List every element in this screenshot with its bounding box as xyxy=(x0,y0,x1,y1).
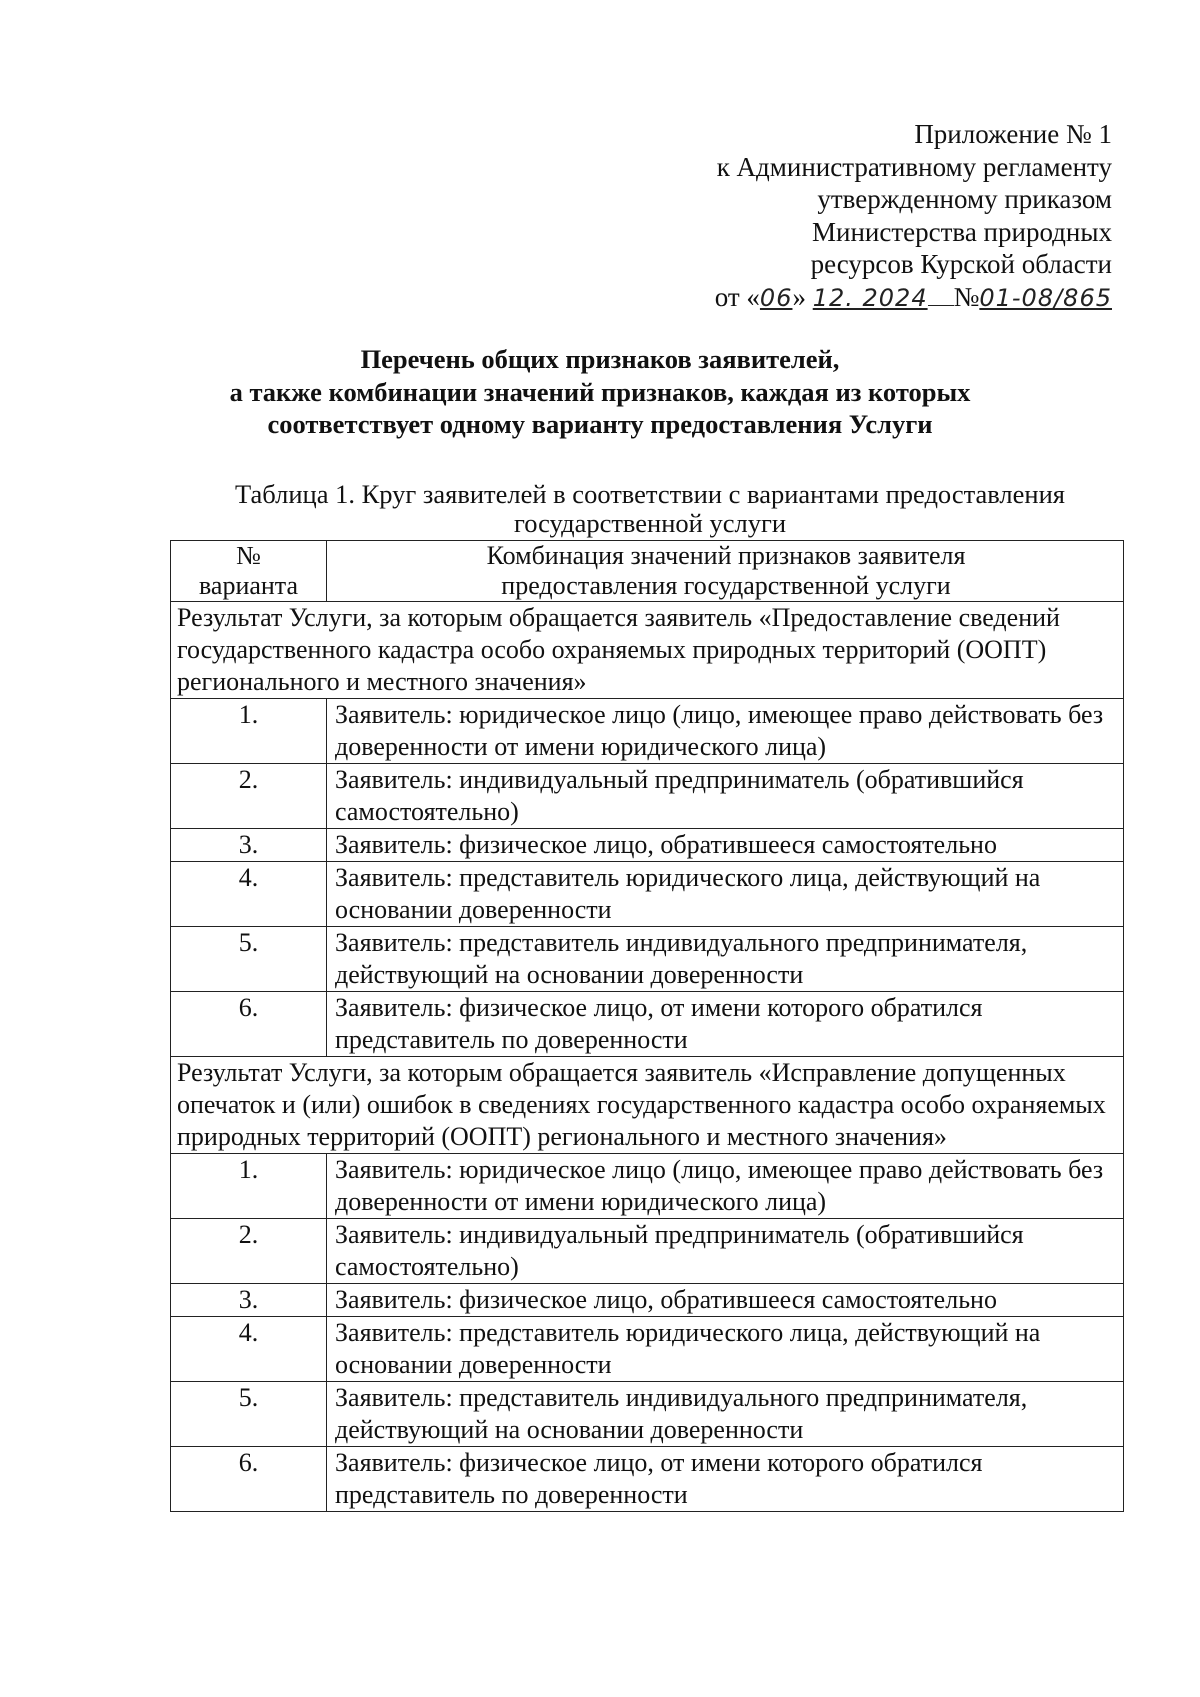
title-line: Перечень общих признаков заявителей, xyxy=(360,344,840,374)
table-row xyxy=(171,699,1124,764)
table-caption xyxy=(190,480,1110,538)
variant-description: Заявитель: индивидуальный предприниматель (обратившийся самостоятельно) xyxy=(327,764,1124,829)
section-title: Результат Услуги, за которым обращается заявитель «Исправление допущенных опечаток и (или) ошибок в сведениях государственного кадастра особо охраняемых природных территорий (ООПТ) регионального и местного значения» xyxy=(171,1057,1124,1154)
variant-description: Заявитель: представитель индивидуального предпринимателя, действующий на основании доверенности xyxy=(327,927,1124,992)
table-row xyxy=(171,992,1124,1057)
variant-description: Заявитель: физическое лицо, обратившееся самостоятельно xyxy=(327,829,1124,862)
table-row xyxy=(171,1154,1124,1219)
applicants-table xyxy=(170,540,1124,1512)
document-title xyxy=(0,343,1200,441)
table-row xyxy=(171,1284,1124,1317)
table-row xyxy=(171,829,1124,862)
variant-number: 2. xyxy=(171,1219,327,1284)
appendix-reference-line: Министерства природных xyxy=(812,216,1112,247)
variant-number: 4. xyxy=(171,1317,327,1382)
caption-line: Таблица 1. Круг заявителей в соответствии с вариантами предоставления xyxy=(235,479,1065,509)
variant-description: Заявитель: представитель юридического лица, действующий на основании доверенности xyxy=(327,1317,1124,1382)
appendix-header xyxy=(715,118,1112,314)
table-header-row xyxy=(171,541,1124,602)
table-row xyxy=(171,1382,1124,1447)
handwritten-day: 06 xyxy=(759,283,793,312)
appendix-reference-line: ресурсов Курской области xyxy=(810,249,1112,279)
header-combination: Комбинация значений признаков заявителя предоставления государственной услуги xyxy=(327,541,1124,602)
variant-description: Заявитель: индивидуальный предприниматель (обратившийся самостоятельно) xyxy=(327,1219,1124,1284)
variant-description: Заявитель: юридическое лицо (лицо, имеющее право действовать без доверенности от имени юридического лица) xyxy=(327,699,1124,764)
variant-description: Заявитель: представитель индивидуального предпринимателя, действующий на основании доверенности xyxy=(327,1382,1124,1447)
variant-number: 1. xyxy=(171,1154,327,1219)
header-variant-number: № варианта xyxy=(171,541,327,602)
variant-description: Заявитель: физическое лицо, от имени которого обратился представитель по доверенности xyxy=(327,992,1124,1057)
variant-number: 2. xyxy=(171,764,327,829)
section-title: Результат Услуги, за которым обращается заявитель «Предоставление сведений государственного кадастра особо охраняемых природных территорий (ООПТ) регионального и местного значения» xyxy=(171,602,1124,699)
variant-number: 6. xyxy=(171,1447,327,1512)
number-prefix: № xyxy=(953,281,980,312)
table-row xyxy=(171,862,1124,927)
order-date-line xyxy=(715,281,1112,315)
date-mid: » xyxy=(792,281,813,312)
title-line: а также комбинации значений признаков, каждая из которых xyxy=(229,376,971,407)
date-prefix: от « xyxy=(714,281,760,312)
table-row xyxy=(171,927,1124,992)
handwritten-order-number: 01-08/865 xyxy=(979,283,1112,312)
table-row xyxy=(171,1317,1124,1382)
variant-number: 6. xyxy=(171,992,327,1057)
variant-description: Заявитель: юридическое лицо (лицо, имеющее право действовать без доверенности от имени юридического лица) xyxy=(327,1154,1124,1219)
variant-number: 5. xyxy=(171,1382,327,1447)
appendix-number: Приложение № 1 xyxy=(914,119,1112,149)
variant-number: 3. xyxy=(171,1284,327,1317)
table-row xyxy=(171,764,1124,829)
section-row xyxy=(171,602,1124,699)
date-blank-line xyxy=(928,304,954,306)
table-row xyxy=(171,1447,1124,1512)
variant-description: Заявитель: физическое лицо, от имени которого обратился представитель по доверенности xyxy=(327,1447,1124,1512)
variant-number: 4. xyxy=(171,862,327,927)
variant-number: 5. xyxy=(171,927,327,992)
title-line: соответствует одному варианту предоставления Услуги xyxy=(267,409,933,439)
variant-number: 1. xyxy=(171,699,327,764)
variant-number: 3. xyxy=(171,829,327,862)
variant-description: Заявитель: представитель юридического лица, действующий на основании доверенности xyxy=(327,862,1124,927)
table-row xyxy=(171,1219,1124,1284)
appendix-reference-line: утвержденному приказом xyxy=(817,184,1112,214)
appendix-reference-line: к Административному регламенту xyxy=(716,151,1112,182)
handwritten-month-year: 12. 2024 xyxy=(812,283,928,312)
caption-line: государственной услуги xyxy=(513,508,787,538)
variant-description: Заявитель: физическое лицо, обратившееся самостоятельно xyxy=(327,1284,1124,1317)
section-row xyxy=(171,1057,1124,1154)
